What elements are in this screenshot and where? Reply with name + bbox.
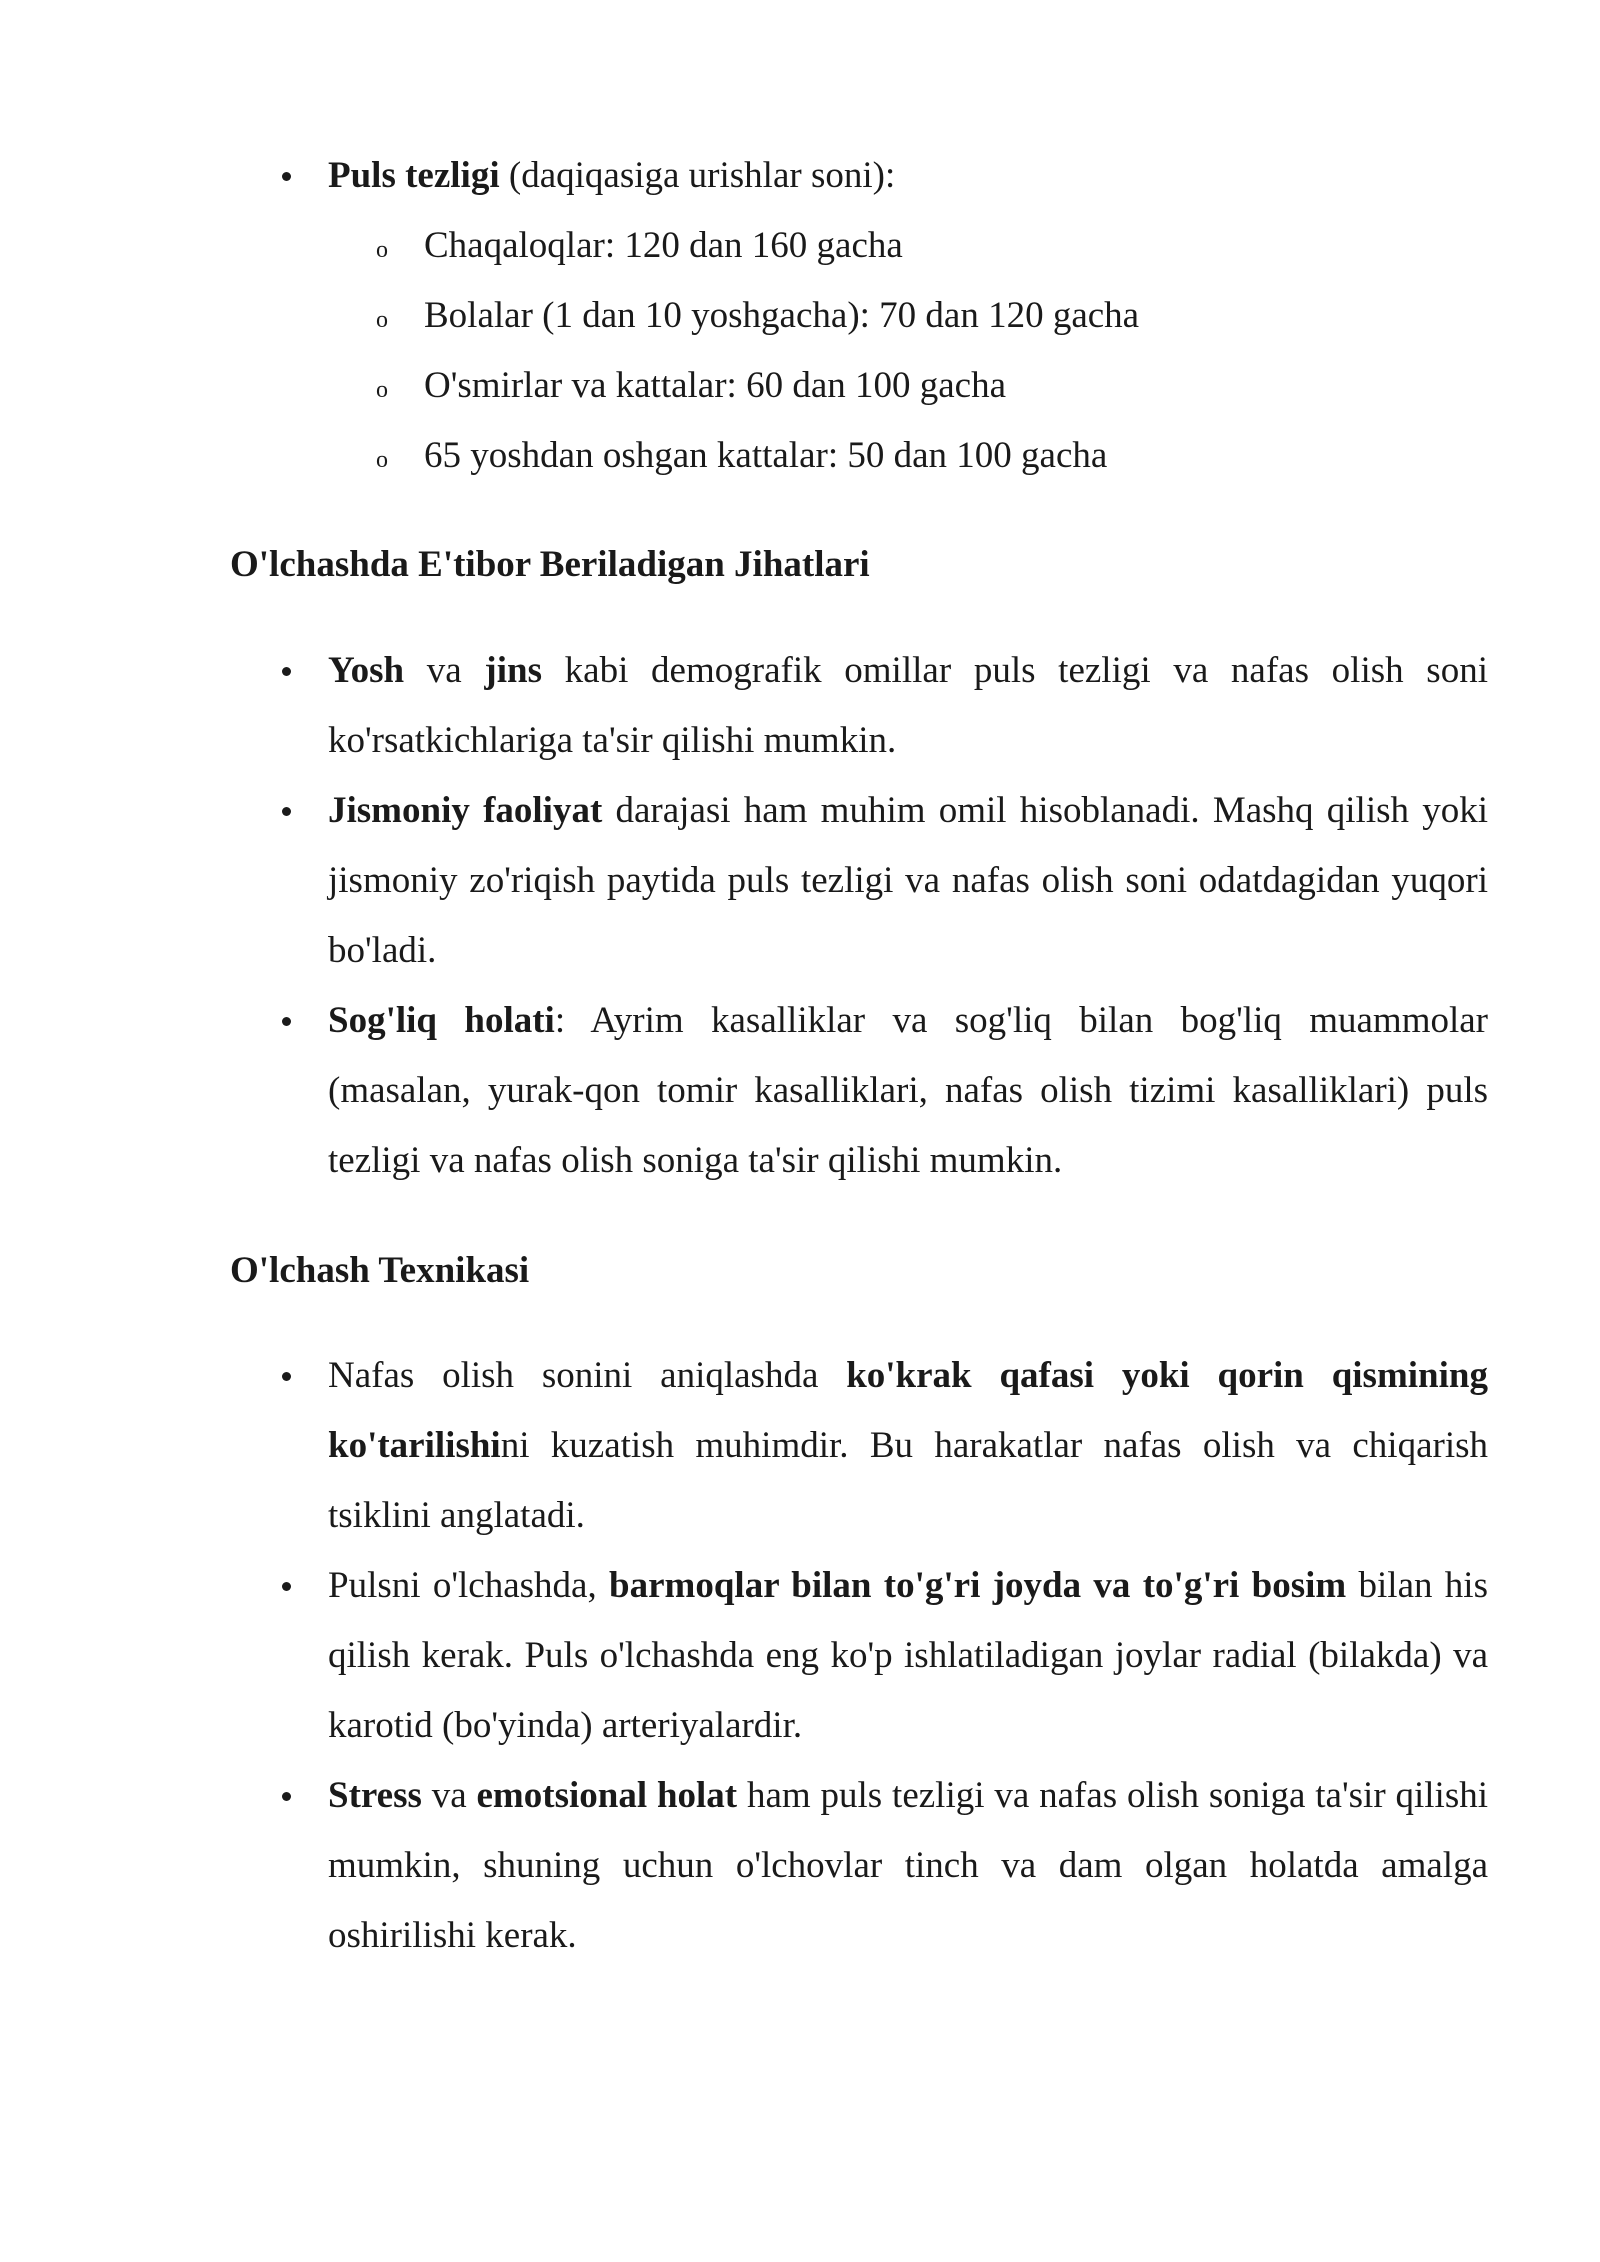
body-text: ham puls tezligi va nafas olish soniga ta'sir qilishi mumkin, shuning uchun o'lchovlar tinch va dam olgan holatda amalga oshirilishi kerak. xyxy=(328,1775,1488,1956)
body-text: Nafas olish sonini aniqlashda xyxy=(328,1355,847,1396)
section-heading-technique: O'lchash Texnikasi xyxy=(230,1250,530,1291)
pulse-list-item xyxy=(376,351,1484,421)
pulse-list-item-text: 65 yoshdan oshgan kattalar: 50 dan 100 gacha xyxy=(424,435,1108,476)
list-item xyxy=(328,1341,1488,1551)
bold-term: Yosh xyxy=(328,650,405,691)
pulse-list-item-text: Bolalar (1 dan 10 yoshgacha): 70 dan 120 gacha xyxy=(424,295,1140,336)
list-item xyxy=(328,776,1488,986)
bold-term: barmoqlar bilan to'g'ri joyda va to'g'ri bosim xyxy=(609,1565,1347,1606)
section-heading-considerations: O'lchashda E'tibor Beriladigan Jihatlari xyxy=(230,544,870,585)
circle-bullet-icon: o xyxy=(376,447,388,473)
body-text: va xyxy=(404,650,485,691)
pulse-list-item xyxy=(376,421,1484,491)
list-item xyxy=(328,1551,1488,1761)
list-item xyxy=(328,1761,1488,1971)
body-text: bilan his qilish kerak. Puls o'lchashda eng ko'p ishlatiladigan joylar radial (bilakda) va karotid (bo'yinda) arteriyalardir. xyxy=(328,1565,1488,1746)
pulse-list-item-text: Chaqaloqlar: 120 dan 160 gacha xyxy=(424,225,903,266)
body-text: darajasi ham muhim omil hisoblanadi. Mashq qilish yoki jismoniy zo'riqish paytida puls tezligi va nafas olish soni odatdagidan yuqori bo'ladi. xyxy=(328,790,1489,971)
circle-bullet-icon: o xyxy=(376,307,388,333)
list-item xyxy=(328,636,1488,776)
bold-term: Stress xyxy=(328,1775,422,1816)
bullet-dot-icon xyxy=(282,667,291,676)
bold-term: Sog'liq holati xyxy=(328,1000,555,1041)
circle-bullet-icon: o xyxy=(376,377,388,403)
bullet-dot-icon xyxy=(282,1792,291,1801)
bullet-dot-icon xyxy=(282,807,291,816)
pulse-list-item xyxy=(376,281,1484,351)
pulse-rate-title: Puls tezligi xyxy=(328,155,500,196)
pulse-list-item xyxy=(376,211,1484,281)
bold-term: Jismoniy faoliyat xyxy=(328,790,603,831)
pulse-list-item-text: O'smirlar va kattalar: 60 dan 100 gacha xyxy=(424,365,1007,406)
body-text: Pulsni o'lchashda, xyxy=(328,1565,610,1606)
list-item xyxy=(328,986,1488,1196)
bullet-dot-icon xyxy=(282,1372,291,1381)
body-text: va xyxy=(421,1775,477,1816)
bold-term: jins xyxy=(484,650,542,691)
pulse-rate-bullet xyxy=(328,141,1488,211)
body-text: : Ayrim kasalliklar va sog'liq bilan bog'liq muammolar (masalan, yurak-qon tomir kasalliklari, nafas olish tizimi kasalliklari) puls tezligi va nafas olish soniga ta'sir qilishi mumkin. xyxy=(328,1000,1489,1181)
bold-term: emotsional holat xyxy=(476,1775,738,1816)
bullet-dot-icon xyxy=(282,172,291,181)
pulse-rate-subtitle: (daqiqasiga urishlar soni): xyxy=(499,155,896,196)
body-text: ni kuzatish muhimdir. Bu harakatlar nafas olish va chiqarish tsiklini anglatadi. xyxy=(328,1425,1488,1536)
bullet-dot-icon xyxy=(282,1582,291,1591)
bullet-dot-icon xyxy=(282,1017,291,1026)
bold-term: ko'krak qafasi yoki qorin qismining ko'tarilishi xyxy=(328,1355,1488,1466)
body-text: kabi demografik omillar puls tezligi va nafas olish soni ko'rsatkichlariga ta'sir qilishi mumkin. xyxy=(328,650,1488,761)
circle-bullet-icon: o xyxy=(376,237,388,263)
